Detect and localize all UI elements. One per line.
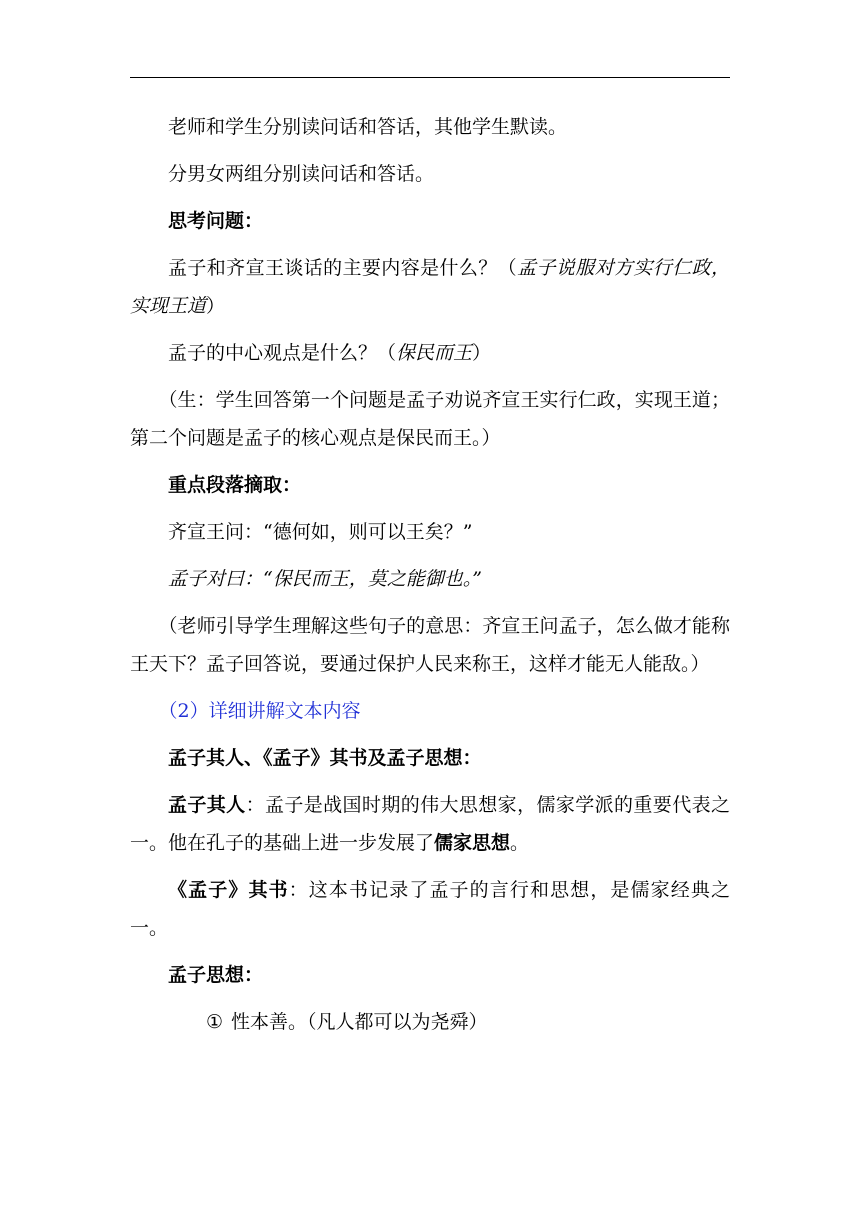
- teacher-guidance-note: [130, 607, 730, 683]
- list-item-human-nature: [130, 1003, 730, 1041]
- quote-text: 齐宣王问：“德何如，则可以王矣？”: [168, 521, 473, 543]
- question-one: [130, 249, 730, 325]
- section-heading-detailed-explanation: [130, 692, 730, 730]
- heading-thinking-questions: [130, 202, 730, 240]
- term-label: 孟子其人: [168, 794, 246, 816]
- term-label: 《孟子》其书: [168, 879, 289, 901]
- quote-mencius-reply: [130, 560, 730, 598]
- heading-text: 重点段落摘取：: [168, 474, 302, 496]
- note-text: （老师引导学生理解这些句子的意思：齐宣王问孟子，怎么做才能称王天下？孟子回答说，要通过保护人民来称王，这样才能无人能敌。）: [130, 615, 730, 675]
- question-text: 孟子和齐宣王谈话的主要内容是什么？（: [168, 257, 518, 279]
- paragraph-group-reading: [130, 155, 730, 193]
- quote-king-question: [130, 513, 730, 551]
- heading-key-excerpt: [130, 466, 730, 504]
- heading-text: 孟子其人、《孟子》其书及孟子思想：: [168, 747, 482, 769]
- paragraph-mencius-person: [130, 786, 730, 862]
- paragraph-mencius-book: [130, 871, 730, 947]
- question-text: 孟子的中心观点是什么？（: [168, 342, 397, 364]
- question-close: ）: [206, 295, 226, 317]
- paragraph-text: 分男女两组分别读问话和答话。: [168, 163, 435, 185]
- emphasis-text: 儒家思想: [434, 832, 511, 854]
- paragraph-text: 。: [510, 832, 530, 854]
- question-two: [130, 334, 730, 372]
- section-heading-text: （2）详细讲解文本内容: [158, 700, 361, 722]
- heading-text: 孟子思想：: [168, 964, 264, 986]
- heading-text: 思考问题：: [168, 210, 264, 232]
- paragraph-text: ：这本书记录了孟子的言行和思想，是儒家经典之一。: [130, 879, 730, 939]
- circled-number-one-icon: ①: [206, 1011, 224, 1033]
- paragraph-read-aloud: [130, 108, 730, 146]
- paragraph-text: ：孟子是战国时期的伟大思想家，儒家学派的重要代表之一。他在孔子的基础上进一步发展了: [130, 794, 730, 854]
- document-body: [130, 108, 730, 1050]
- paragraph-text: 老师和学生分别读问话和答话，其他学生默读。: [168, 116, 568, 138]
- question-answer: 保民而王: [396, 342, 473, 364]
- list-item-text: 性本善。（凡人都可以为尧舜）: [231, 1011, 488, 1033]
- student-answer-note: [130, 381, 730, 457]
- question-answer: 孟子说服对方实行仁政，实现王道: [130, 257, 730, 317]
- heading-mencius-overview: [130, 739, 730, 777]
- question-close: ）: [472, 342, 492, 364]
- quote-text: 孟子对曰：“保民而王，莫之能御也。”: [168, 568, 482, 590]
- note-text: （生：学生回答第一个问题是孟子劝说齐宣王实行仁政，实现王道；第二个问题是孟子的核心观点是保民而王。）: [130, 389, 730, 449]
- header-rule: [130, 77, 730, 78]
- heading-mencius-thought: [130, 956, 730, 994]
